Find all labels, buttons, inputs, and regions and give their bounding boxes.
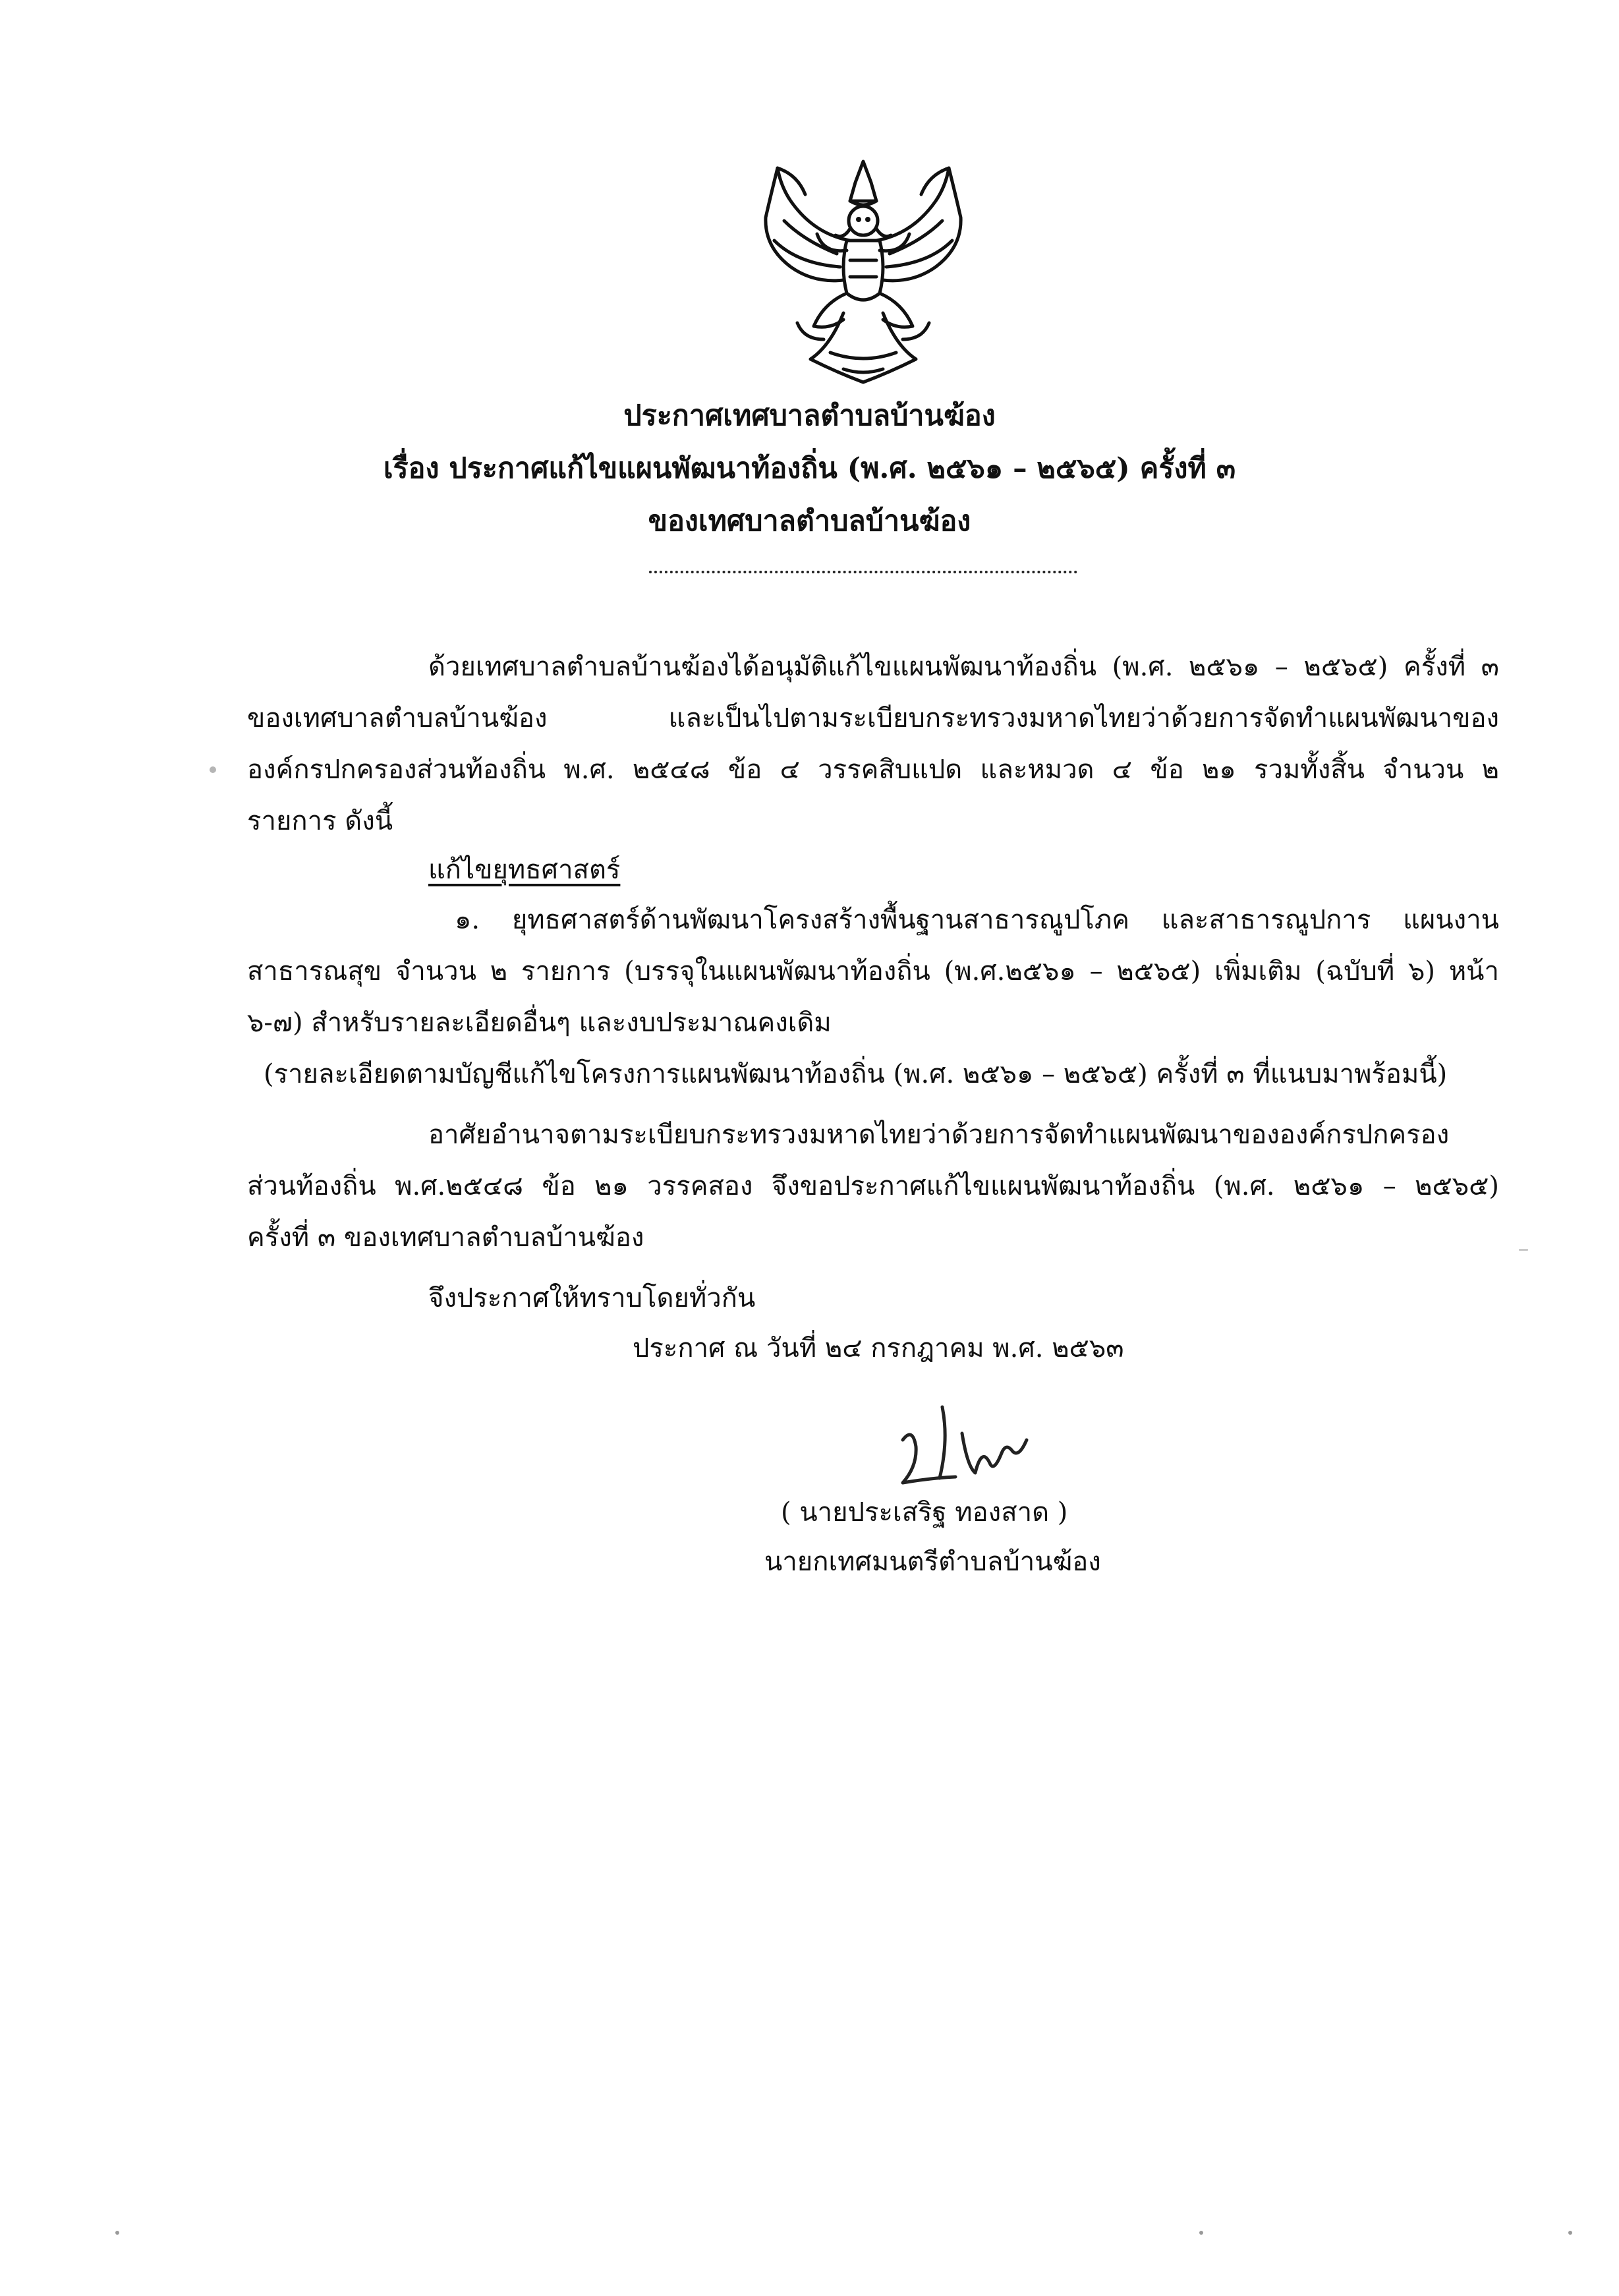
garuda-emblem-icon bbox=[751, 155, 975, 389]
paragraph-2-line-1: อาศัยอำนาจตามระเบียบกระทรวงมหาดไทยว่าด้วยการจัดทำแผนพัฒนาขององค์กรปกครอง bbox=[428, 1120, 1450, 1150]
announcement-date: ประกาศ ณ วันที่ ๒๔ กรกฎาคม พ.ศ. ๒๕๖๓ bbox=[633, 1333, 1124, 1363]
paragraph-2-line-2: ส่วนท้องถิ่น พ.ศ.๒๕๔๘ ข้อ ๒๑ วรรคสอง จึงขอประกาศแก้ไขแผนพัฒนาท้องถิ่น (พ.ศ. ๒๕๖๑ – ๒๕๖๕) bbox=[247, 1171, 1499, 1201]
scan-speck bbox=[210, 766, 216, 773]
item-1-line-2: สาธารณสุข จำนวน ๒ รายการ (บรรจุในแผนพัฒนาท้องถิ่น (พ.ศ.๒๕๖๑ – ๒๕๖๕) เพิ่มเติม (ฉบับที่ ๖) หน้า bbox=[247, 956, 1499, 987]
paragraph-1-line-4: รายการ ดังนี้ bbox=[247, 806, 393, 836]
handwritten-signature-icon bbox=[876, 1400, 1061, 1499]
announcement-subject: เรื่อง ประกาศแก้ไขแผนพัฒนาท้องถิ่น (พ.ศ. ๒๕๖๑ – ๒๕๖๕) ครั้งที่ ๓ bbox=[383, 452, 1236, 485]
signatory-name: ( นายประเสริฐ ทองสาด ) bbox=[781, 1497, 1068, 1528]
scan-speck bbox=[1199, 2231, 1203, 2235]
paragraph-1-line-1: ด้วยเทศบาลตำบลบ้านฆ้องได้อนุมัติแก้ไขแผนพัฒนาท้องถิ่น (พ.ศ. ๒๕๖๑ – ๒๕๖๕) ครั้งที่ ๓ bbox=[428, 652, 1499, 682]
item-1-line-1: ๑. ยุทธศาสตร์ด้านพัฒนาโครงสร้างพื้นฐานสาธารณูปโภค และสาธารณูปการ แผนงาน bbox=[455, 905, 1499, 935]
paragraph-1-line-3: องค์กรปกครองส่วนท้องถิ่น พ.ศ. ๒๕๔๘ ข้อ ๔ วรรคสิบแปด และหมวด ๔ ข้อ ๒๑ รวมทั้งสิ้น จำนวน ๒ bbox=[247, 755, 1499, 785]
announcement-subject-org: ของเทศบาลตำบลบ้านฆ้อง bbox=[648, 505, 971, 538]
closing-statement: จึงประกาศให้ทราบโดยทั่วกัน bbox=[428, 1283, 756, 1313]
signatory-position: นายกเทศมนตรีตำบลบ้านฆ้อง bbox=[764, 1547, 1101, 1577]
attachment-note: (รายละเอียดตามบัญชีแก้ไขโครงการแผนพัฒนาท้องถิ่น (พ.ศ. ๒๕๖๑ – ๒๕๖๕) ครั้งที่ ๓ ที่แนบมาพร้อมนี้) bbox=[264, 1059, 1448, 1089]
announcement-title: ประกาศเทศบาลตำบลบ้านฆ้อง bbox=[623, 399, 996, 432]
scan-speck bbox=[1568, 2231, 1572, 2235]
scan-speck bbox=[115, 2231, 119, 2235]
paragraph-2-line-3: ครั้งที่ ๓ ของเทศบาลตำบลบ้านฆ้อง bbox=[247, 1222, 644, 1253]
paragraph-1-line-2: ของเทศบาลตำบลบ้านฆ้อง และเป็นไปตามระเบียบกระทรวงมหาดไทยว่าด้วยการจัดทำแผนพัฒนาของ bbox=[247, 703, 1499, 733]
section-heading: แก้ไขยุทธศาสตร์ bbox=[428, 855, 621, 885]
header-divider bbox=[649, 571, 1077, 573]
item-1-line-3: ๖-๗) สำหรับรายละเอียดอื่นๆ และงบประมาณคงเดิม bbox=[247, 1008, 832, 1038]
scan-speck bbox=[1519, 1249, 1528, 1251]
